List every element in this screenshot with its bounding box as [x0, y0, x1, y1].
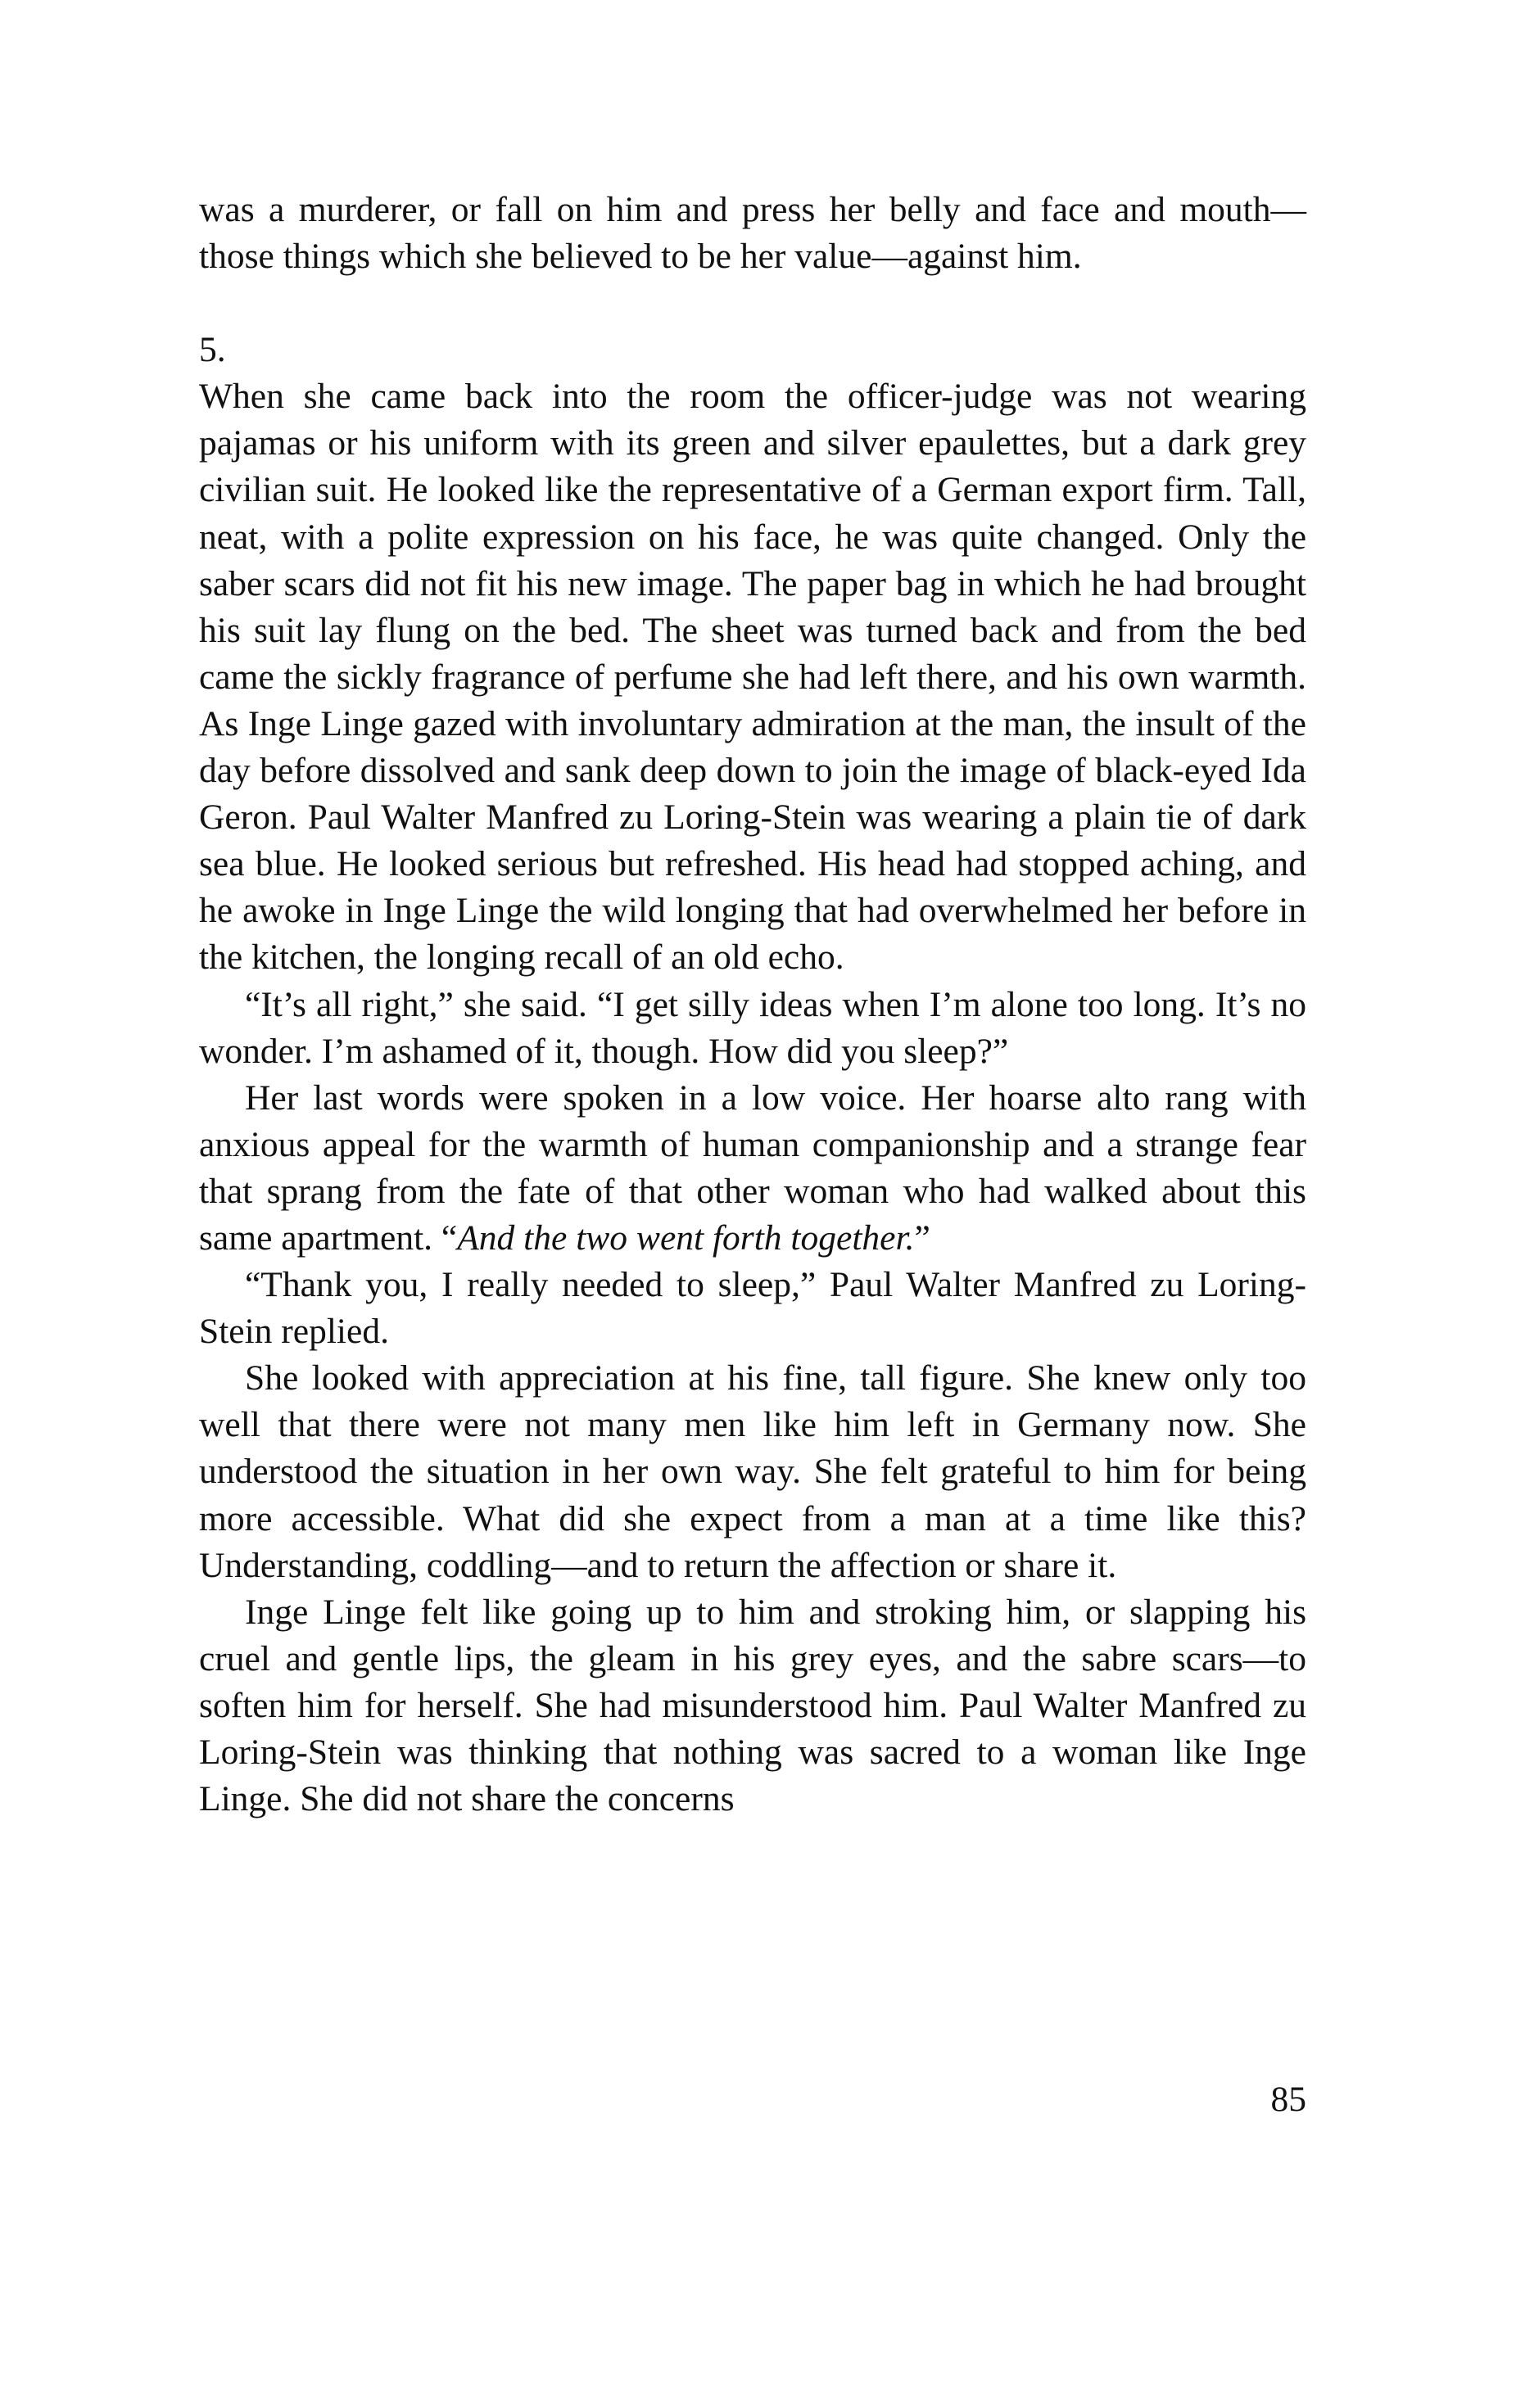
paragraph-4-close-quote: ”: [914, 1218, 930, 1258]
paragraph-7: Inge Linge felt like going up to him and stroking him, or slapping his cruel and gentle lips, the gleam in his grey eyes, and the sabre scars—to soften him for herself. She had misunderstood him. Paul Walter Manfred zu Loring-Stein was thinking that nothing was sacred to a woman like Inge Linge. She did not share the concerns: [199, 1592, 1306, 1819]
section-number: 5.: [199, 330, 226, 370]
paragraph-6: She looked with appreciation at his fine, tall figure. She knew only too well that there were not many men like him left in Germany now. She understood the situation in her own way. She felt grateful to him for being more accessible. What did she expect from a man at a time like this? Understanding, coddling—and to return the affection or share it.: [199, 1358, 1306, 1585]
page-number: 85: [1270, 2080, 1306, 2119]
paragraph-4: [199, 1075, 1306, 1262]
body-text: [199, 187, 1306, 1823]
paragraph-4-text: Her last words were spoken in a low voice. Her hoarse alto rang with anxious appeal for the warmth of human companionship and a strange fear that sprang from the fate of that other woman who had walked about this same apartment. “: [199, 1078, 1306, 1258]
paragraph-1: was a murderer, or fall on him and press her belly and face and mouth—those things which she believed to be her value—against him.: [199, 190, 1306, 277]
paragraph-4-quote: And the two went forth together.: [457, 1218, 915, 1258]
paragraph-3: “It’s all right,” she said. “I get silly ideas when I’m alone too long. It’s no wonder. I’m ashamed of it, though. How did you sleep?”: [199, 984, 1306, 1071]
paragraph-2: When she came back into the room the officer-judge was not wearing pajamas or his uniform with its green and silver epaulettes, but a dark grey civilian suit. He looked like the representative of a German export firm. Tall, neat, with a polite expression on his face, he was quite changed. Only the saber scars did not fit his new image. The paper bag in which he had brought his suit lay flung on the bed. The sheet was turned back and from the bed came the sickly fragrance of perfume she had left there, and his own warmth. As Inge Linge gazed with involuntary admiration at the man, the insult of the day before dissolved and sank deep down to join the image of black-eyed Ida Geron. Paul Walter Manfred zu Loring-Stein was wearing a plain tie of dark sea blue. He looked serious but refreshed. His head had stopped aching, and he awoke in Inge Linge the wild longing that had overwhelmed her before in the kitchen, the longing recall of an old echo.: [199, 377, 1306, 978]
paragraph-5: “Thank you, I really needed to sleep,” Paul Walter Manfred zu Loring-Stein replied.: [199, 1265, 1306, 1352]
